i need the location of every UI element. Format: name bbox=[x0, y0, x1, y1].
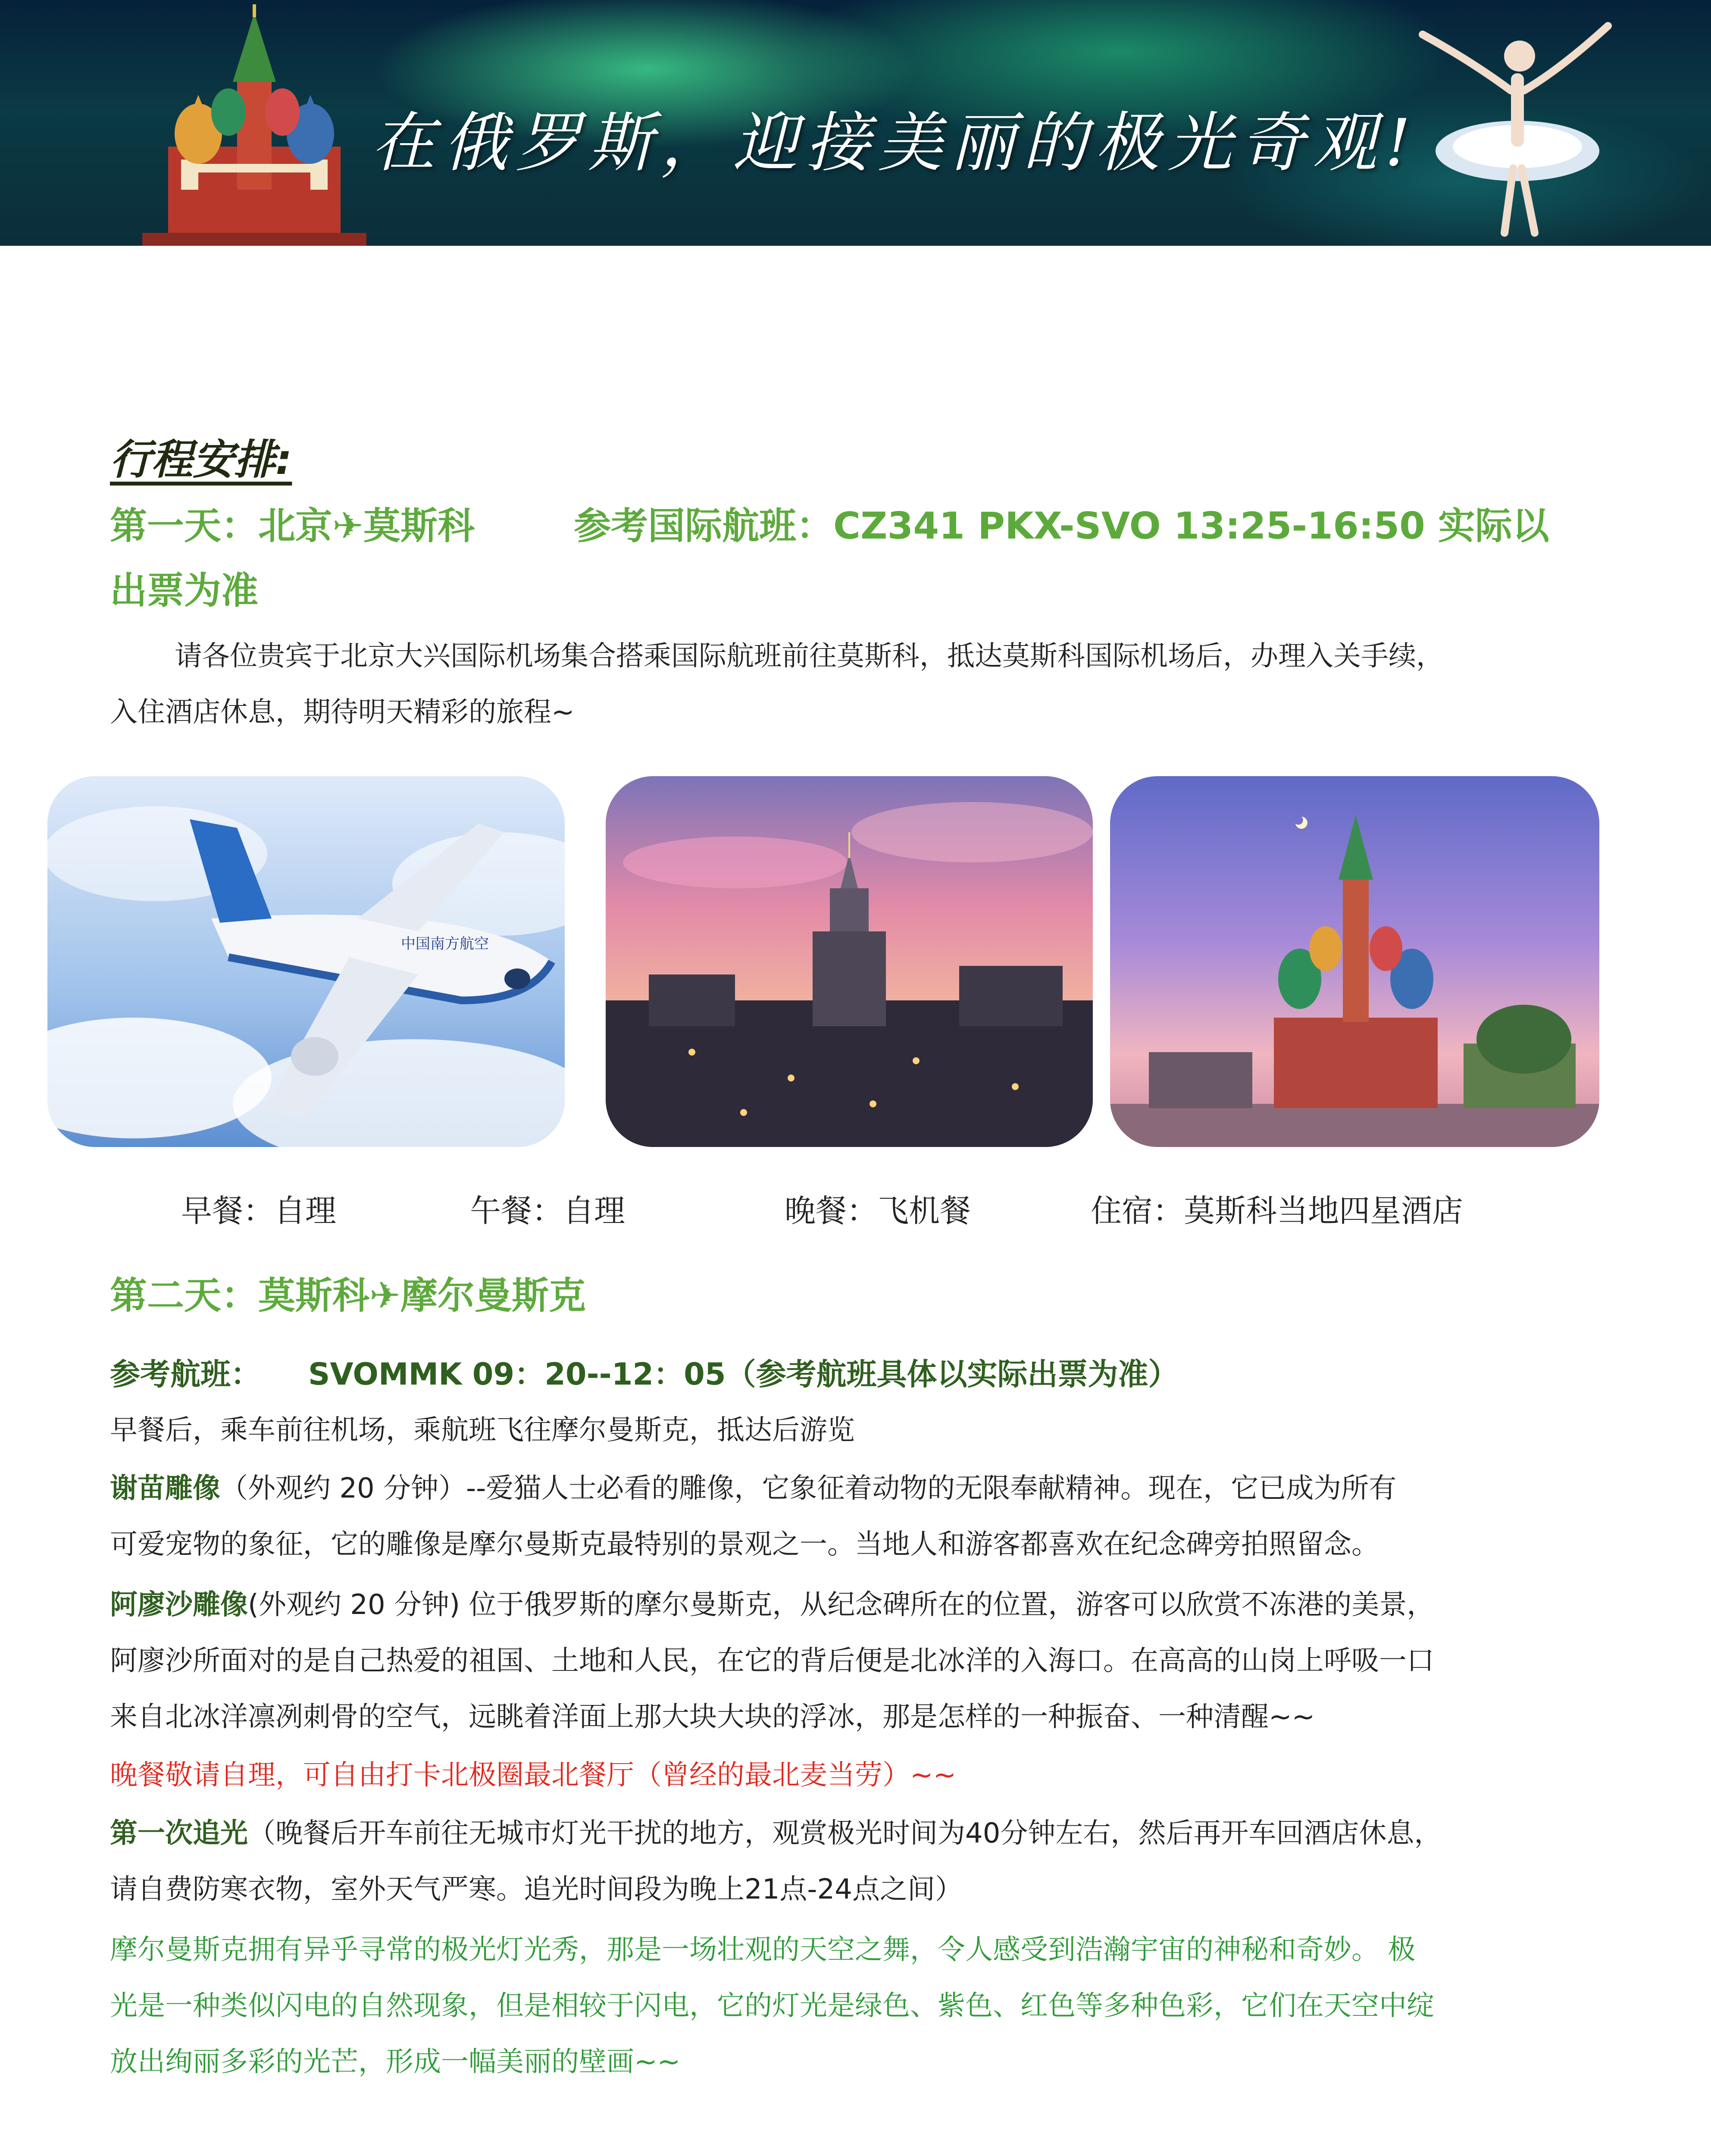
day2-title: 第二天：莫斯科✈摩尔曼斯克 bbox=[110, 1274, 586, 1317]
statue2-line2: 阿廖沙所面对的是自己热爱的祖国、土地和人民，在它的背后便是北冰洋的入海口。在高高的山岗上呼吸一口 bbox=[110, 1645, 1434, 1677]
banner-title: 在俄罗斯，迎接美丽的极光奇观! bbox=[371, 106, 1419, 181]
day2-flight-value: SVOMMK 09：20--12：05（参考航班具体以实际出票为准） bbox=[308, 1357, 1179, 1392]
airplane-photo bbox=[47, 776, 565, 1147]
statue1-name: 谢苗雕像 bbox=[110, 1473, 220, 1504]
aurora-text: （晚餐后开车前往无城市灯光干扰的地方，观赏极光时间为40分钟左右，然后再开车回酒店休息， bbox=[248, 1818, 1442, 1849]
statue1-text: （外观约 20 分钟）--爱猫人士必看的雕像，它象征着动物的无限奉献精神。现在，它已成为所有 bbox=[220, 1473, 1397, 1504]
airplane-livery-text: 中国南方航空 bbox=[401, 935, 489, 953]
aurora-name: 第一次追光 bbox=[110, 1818, 248, 1849]
statue1-line1 bbox=[110, 1462, 1627, 1515]
aurora-desc-line3: 放出绚丽多彩的光芒，形成一幅美丽的壁画~~ bbox=[110, 2046, 681, 2078]
header-banner bbox=[0, 0, 1711, 246]
aurora-line1 bbox=[110, 1807, 1627, 1860]
aurora-line2: 请自费防寒衣物，室外天气严寒。追光时间段为晚上21点-24点之间） bbox=[110, 1874, 963, 1905]
day2-flight-line bbox=[110, 1348, 1627, 1401]
aurora-desc-line2: 光是一种类似闪电的自然现象，但是相较于闪电，它的灯光是绿色、紫色、红色等多种色彩，它们在天空中绽 bbox=[110, 1990, 1434, 2022]
statue2-name: 阿廖沙雕像 bbox=[110, 1589, 248, 1621]
meal-lunch: 午餐：自理 bbox=[470, 1193, 626, 1229]
statue1-line2: 可爱宠物的象征，它的雕像是摩尔曼斯克最特别的景观之一。当地人和游客都喜欢在纪念碑旁拍照留念。 bbox=[110, 1529, 1379, 1561]
statue2-line1 bbox=[110, 1578, 1627, 1632]
section-title: 行程安排: bbox=[110, 436, 292, 484]
aurora-desc-line1: 摩尔曼斯克拥有异乎寻常的极光灯光秀，那是一场壮观的天空之舞，令人感受到浩瀚宇宙的神秘和奇妙。 极 bbox=[110, 1934, 1416, 1966]
day1-flight: 参考国际航班：CZ341 PKX-SVO 13:25-16:50 实际以 bbox=[574, 505, 1549, 548]
hotel-info: 住宿：莫斯科当地四星酒店 bbox=[1091, 1193, 1464, 1229]
day2-intro: 早餐后，乘车前往机场，乘航班飞往摩尔曼斯克，抵达后游览 bbox=[110, 1414, 855, 1446]
meal-breakfast: 早餐：自理 bbox=[181, 1193, 337, 1229]
day1-title: 第一天：北京✈莫斯科 bbox=[110, 505, 475, 548]
moscow-skyline-photo bbox=[606, 776, 1093, 1147]
day2-flight-label: 参考航班： bbox=[110, 1357, 261, 1392]
day1-description-line1: 请各位贵宾于北京大兴国际机场集合搭乘国际航班前往莫斯科，抵达莫斯科国际机场后，办理入关手续， bbox=[175, 640, 1444, 672]
day1-flight-line2: 出票为准 bbox=[110, 569, 258, 612]
kremlin-illustration bbox=[142, 4, 366, 246]
statue2-line3: 来自北冰洋凛冽刺骨的空气，远眺着洋面上那大块大块的浮冰，那是怎样的一种振奋、一种清醒~~ bbox=[110, 1701, 1315, 1733]
dinner-note: 晚餐敬请自理，可自由打卡北极圈最北餐厅（曾经的最北麦当劳）~~ bbox=[110, 1759, 957, 1791]
statue2-text: (外观约 20 分钟) 位于俄罗斯的摩尔曼斯克，从纪念碑所在的位置，游客可以欣赏不冻港的美景， bbox=[248, 1589, 1435, 1621]
day1-heading bbox=[110, 496, 1627, 556]
day1-description-line2: 入住酒店休息，期待明天精彩的旅程~ bbox=[110, 696, 575, 728]
ballerina-illustration bbox=[1405, 9, 1630, 241]
meal-dinner: 晚餐：飞机餐 bbox=[785, 1193, 971, 1229]
st-basils-cathedral-photo bbox=[1110, 776, 1599, 1147]
